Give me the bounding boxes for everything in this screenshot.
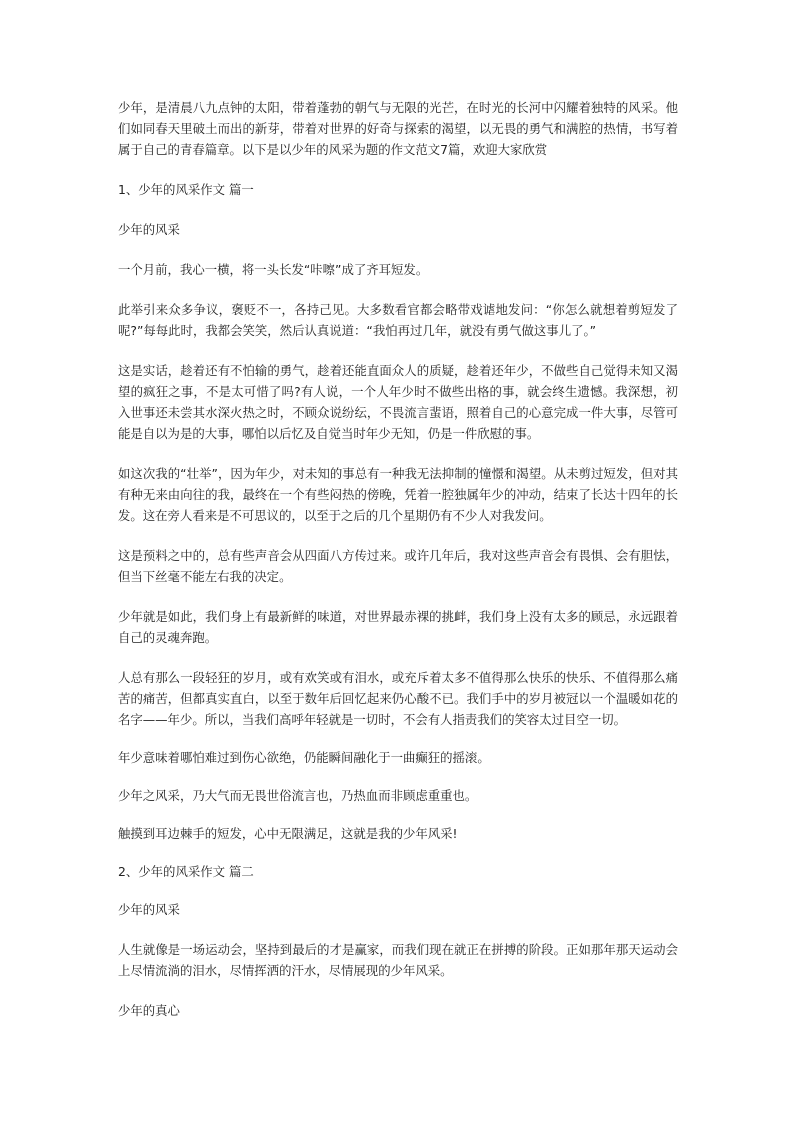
essay-title-2: 少年的风采 [118,902,180,917]
document-body [118,97,678,1021]
paragraph: 此举引来众多争议，褒贬不一，各持己见。大多数看官都会略带戏谑地发问：“你怎么就想着剪短发了呢?”每每此时，我都会笑笑，然后认真说道：“我怕再过几年，就没有勇气做这事儿了。” [118,302,678,338]
section-heading-2: 2、少年的风采作文 篇二 [118,864,254,879]
paragraph: 触摸到耳边棘手的短发，心中无限满足，这就是我的少年风采! [118,826,458,841]
paragraph: 少年就是如此，我们身上有最新鲜的味道，对世界最赤裸的挑衅，我们身上没有太多的顾忌，永远跟着自己的灵魂奔跑。 [118,609,678,645]
paragraph: 这是实话，趁着还有不怕输的勇气，趁着还能直面众人的质疑，趁着还年少，不做些自己觉得未知又渴望的疯狂之事，不是太可惜了吗?有人说，一个人年少时不做些出格的事，就会终生遗憾。我深想，初入世事还未尝其水深火热之时，不顾众说纷纭，不畏流言蜚语，照着自己的心意完成一件大事，尽管可能是自以为是的大事，哪怕以后忆及自觉当时年少无知，仍是一件欣慰的事。 [118,363,678,441]
intro-paragraph: 少年，是清晨八九点钟的太阳，带着蓬勃的朝气与无限的光芒，在时光的长河中闪耀着独特的风采。他们如同春天里破土而出的新芽，带着对世界的好奇与探索的渴望，以无畏的勇气和满腔的热情，书写着属于自己的青春篇章。以下是以少年的风采为题的作文范文7篇，欢迎大家欣赏 [118,100,678,157]
paragraph: 人总有那么一段轻狂的岁月，或有欢笑或有泪水，或充斥着太多不值得那么快乐的快乐、不值得那么痛苦的痛苦，但都真实直白，以至于数年后回忆起来仍心酸不已。我们手中的岁月被冠以一个温暖如花的名字——年少。所以，当我们高呼年轻就是一切时，不会有人指责我们的笑容太过目空一切。 [118,670,678,727]
paragraph: 人生就像是一场运动会，坚持到最后的才是赢家，而我们现在就正在拼搏的阶段。正如那年那天运动会上尽情流淌的泪水，尽情挥洒的汗水，尽情展现的少年风采。 [118,942,678,978]
essay-title-1: 少年的风采 [118,222,180,237]
section-heading-1: 1、少年的风采作文 篇一 [118,182,254,197]
paragraph: 如这次我的“壮举”，因为年少，对未知的事总有一种我无法抑制的憧憬和渴望。从未剪过短发，但对其有种无来由向往的我，最终在一个有些闷热的傍晚，凭着一腔独属年少的冲动，结束了长达十四年的长发。这在旁人看来是不可思议的，以至于之后的几个星期仍有不少人对我发问。 [118,466,678,523]
paragraph: 少年之风采，乃大气而无畏世俗流言也，乃热血而非顾虑重重也。 [118,788,478,803]
paragraph: 这是预料之中的，总有些声音会从四面八方传过来。或许几年后，我对这些声音会有畏惧、会有胆怯，但当下丝毫不能左右我的决定。 [118,548,678,584]
paragraph: 年少意味着哪怕难过到伤心欲绝，仍能瞬间融化于一曲癫狂的摇滚。 [118,750,490,765]
subheading: 少年的真心 [118,1003,180,1018]
paragraph: 一个月前，我心一横，将一头长发“咔嚓”成了齐耳短发。 [118,262,429,277]
